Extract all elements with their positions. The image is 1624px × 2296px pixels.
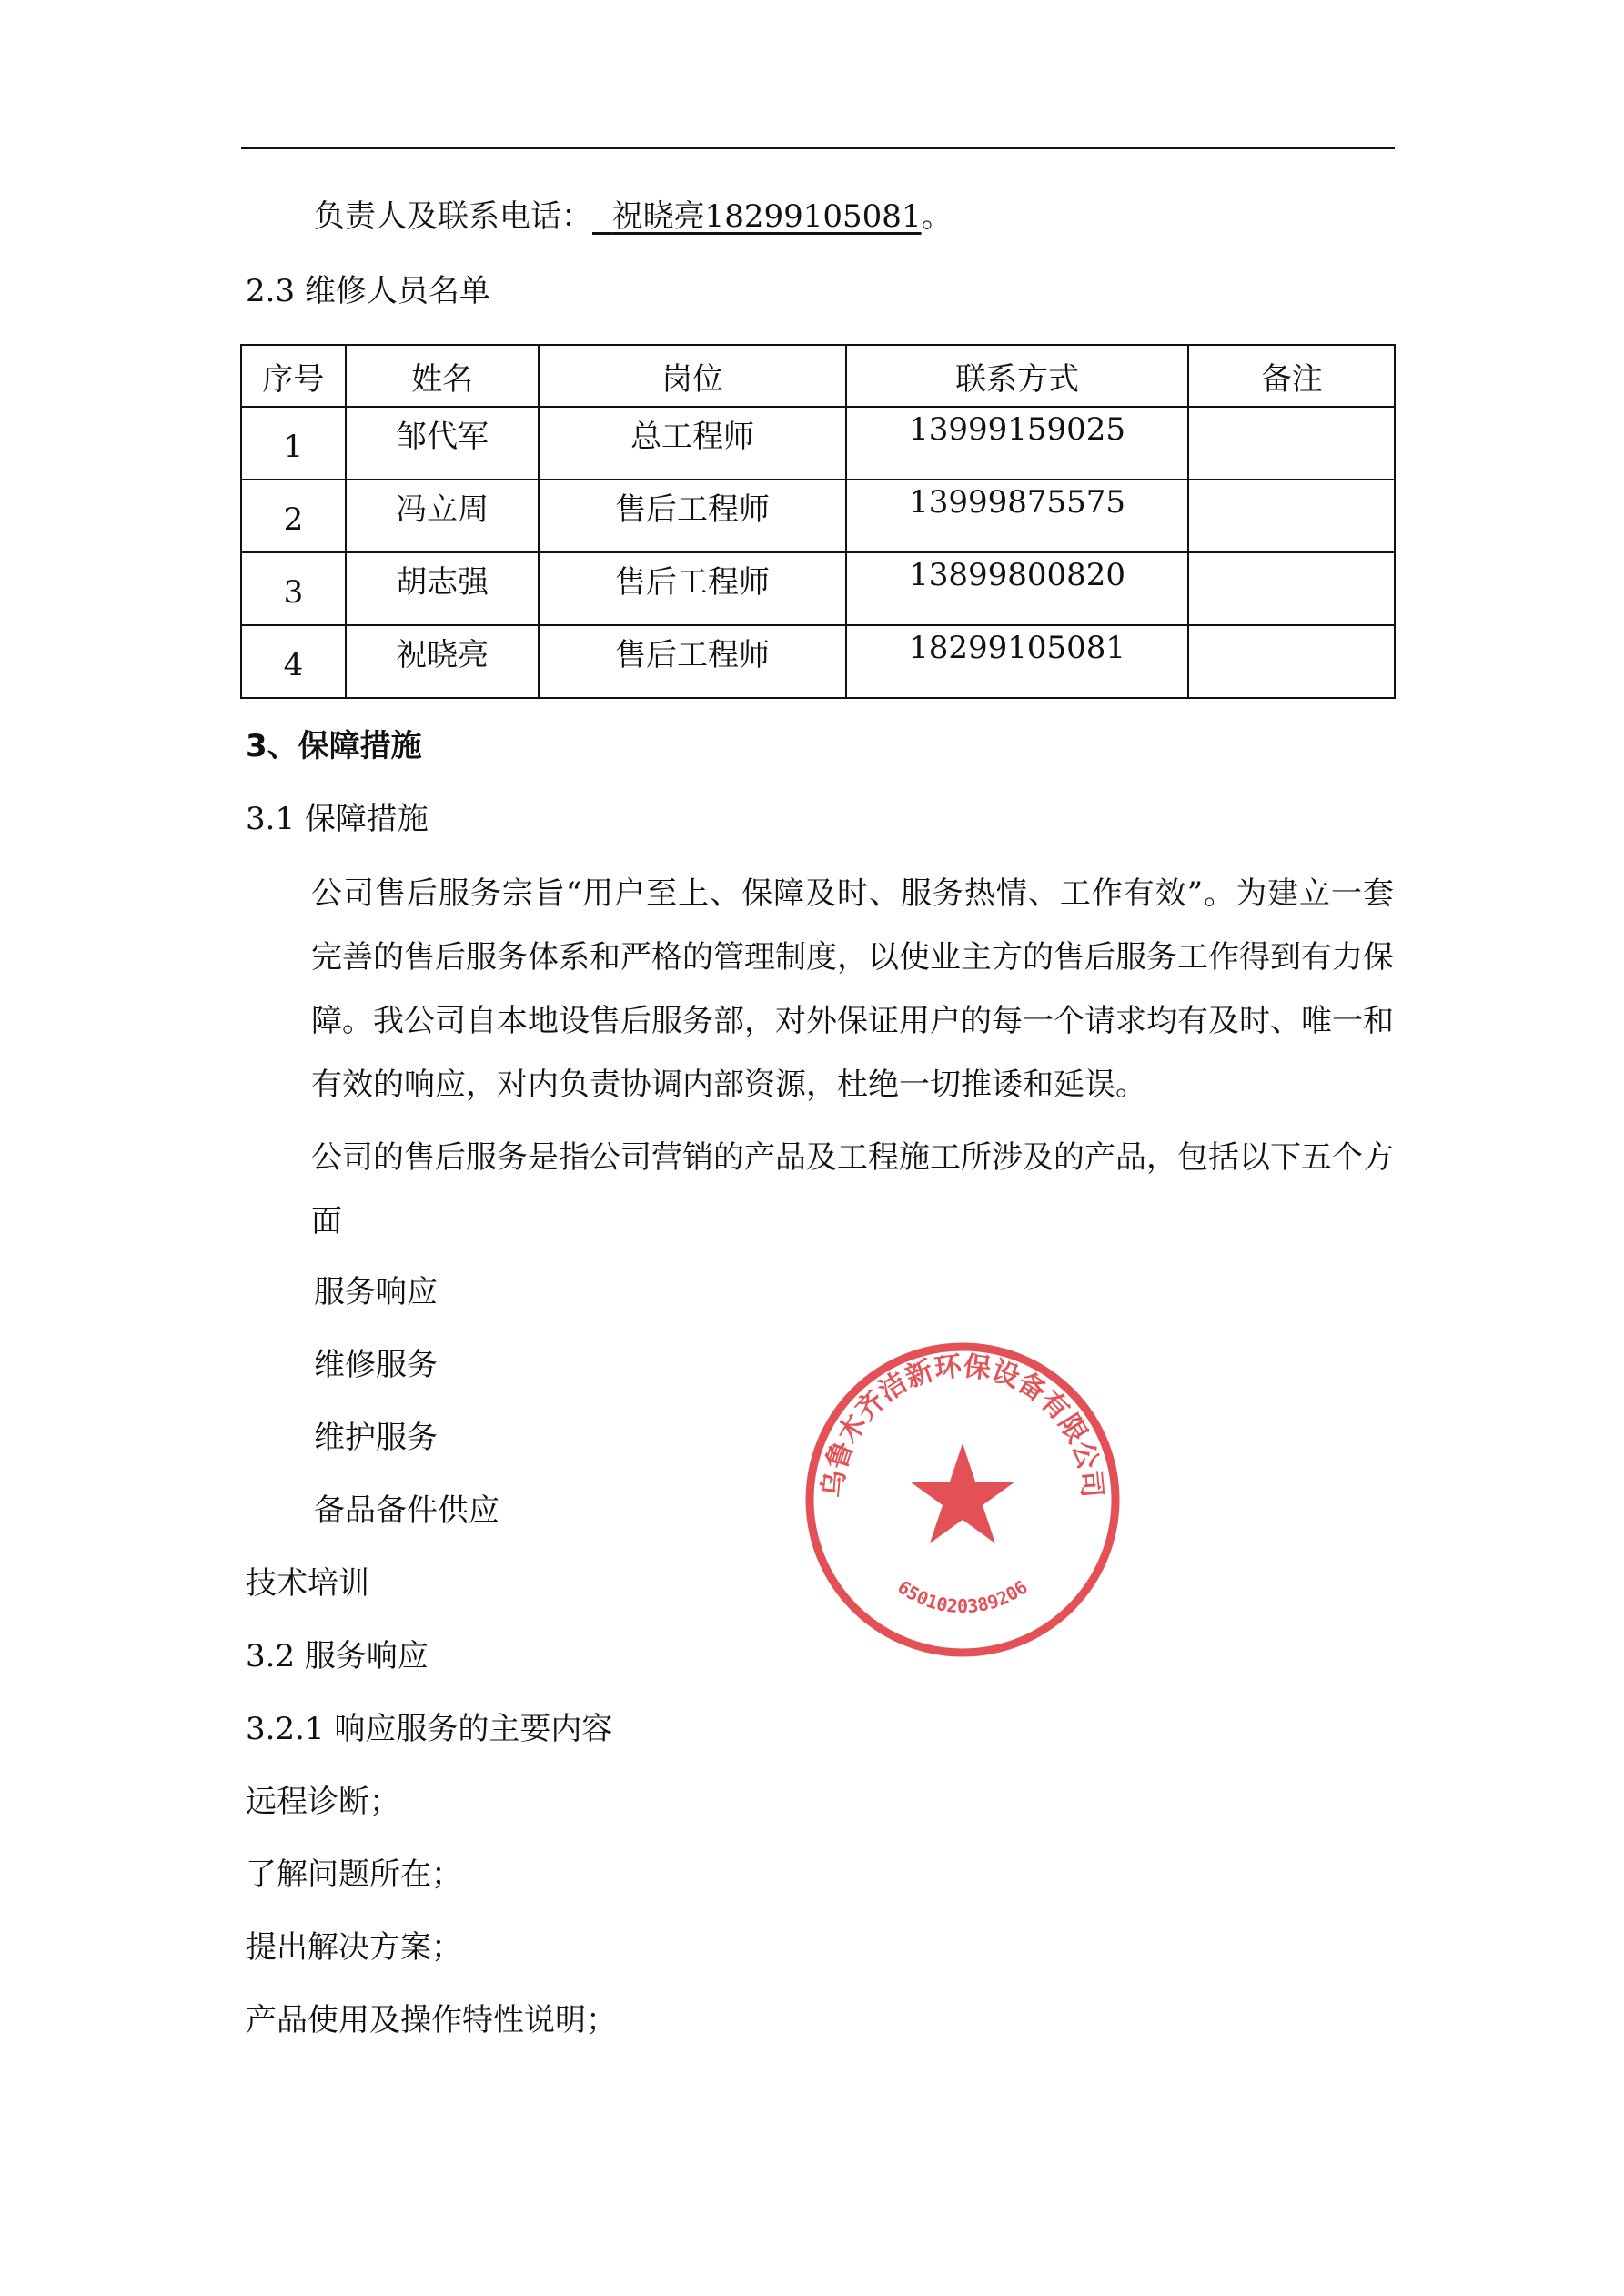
aspect-item: 备品备件供应 [314, 1492, 499, 1529]
cell-role: 售后工程师 [539, 480, 845, 552]
section-3-heading: 3、保障措施 [246, 728, 422, 764]
cell-note [1188, 407, 1395, 480]
section-3-2-1-heading: 3.2.1 响应服务的主要内容 [246, 1711, 613, 1747]
header-rule [241, 147, 1395, 149]
paragraph-service-principle [246, 862, 1394, 1117]
cell-note [1188, 552, 1395, 625]
cell-name: 冯立周 [346, 480, 540, 552]
table-row [241, 407, 1395, 480]
header-phone: 联系方式 [846, 345, 1189, 407]
section-3-1-heading: 3.1 保障措施 [246, 801, 429, 837]
contact-label: 负责人及联系电话： [314, 198, 592, 235]
cell-role: 售后工程师 [539, 625, 845, 698]
response-item: 提出解决方案； [246, 1929, 462, 1966]
cell-name: 邹代军 [346, 407, 540, 480]
cell-no: 4 [241, 625, 346, 698]
paragraph-text: 公司售后服务宗旨“用户至上、保障及时、服务热情、工作有效”。为建立一套完善的售后服务体系和严格的管理制度，以使业主方的售后服务工作得到有力保障。我公司自本地设售后服务部，对外保证用户的每一个请求均有及时、唯一和有效的响应，对内负责协调内部资源，杜绝一切推诿和延误。 [311, 875, 1394, 1103]
contact-value: 祝晓亮18299105081 [611, 198, 922, 235]
cell-role: 总工程师 [539, 407, 845, 480]
aspect-item: 维护服务 [314, 1420, 438, 1456]
paragraph-text: 公司的售后服务是指公司营销的产品及工程施工所涉及的产品，包括以下五个方面 [311, 1139, 1394, 1239]
contact-line [314, 198, 953, 235]
table-row [241, 480, 1395, 552]
cell-name: 胡志强 [346, 552, 540, 625]
cell-phone: 13999159025 [846, 407, 1189, 480]
table-header-row [241, 345, 1395, 407]
table-row [241, 552, 1395, 625]
response-item: 了解问题所在； [246, 1856, 462, 1893]
cell-phone: 13899800820 [846, 552, 1189, 625]
cell-role: 售后工程师 [539, 552, 845, 625]
response-item: 远程诊断； [246, 1784, 400, 1820]
cell-no: 1 [241, 407, 346, 480]
aspect-item: 维修服务 [314, 1347, 438, 1383]
contact-end: 。 [921, 198, 953, 235]
staff-table [240, 344, 1396, 699]
cell-phone: 13999875575 [846, 480, 1189, 552]
seal-company-text: 乌鲁木齐洁新环保设备有限公司 [817, 1350, 1108, 1500]
section-3-2-heading: 3.2 服务响应 [246, 1638, 429, 1674]
paragraph-service-scope [246, 1126, 1394, 1253]
header-note: 备注 [1188, 345, 1395, 407]
table-row [241, 625, 1395, 698]
company-seal [799, 1336, 1126, 1664]
section-2-3-heading: 2.3 维修人员名单 [246, 273, 490, 309]
cell-note [1188, 480, 1395, 552]
cell-no: 3 [241, 552, 346, 625]
aspect-item: 服务响应 [314, 1274, 438, 1310]
header-name: 姓名 [346, 345, 540, 407]
cell-note [1188, 625, 1395, 698]
cell-name: 祝晓亮 [346, 625, 540, 698]
response-item: 产品使用及操作特性说明； [246, 2002, 617, 2038]
seal-code-text: 6501020389206 [893, 1575, 1032, 1618]
aspect-item: 技术培训 [246, 1565, 369, 1602]
cell-no: 2 [241, 480, 346, 552]
seal-star-icon [910, 1443, 1015, 1543]
header-role: 岗位 [539, 345, 845, 407]
header-no: 序号 [241, 345, 346, 407]
cell-phone: 18299105081 [846, 625, 1189, 698]
